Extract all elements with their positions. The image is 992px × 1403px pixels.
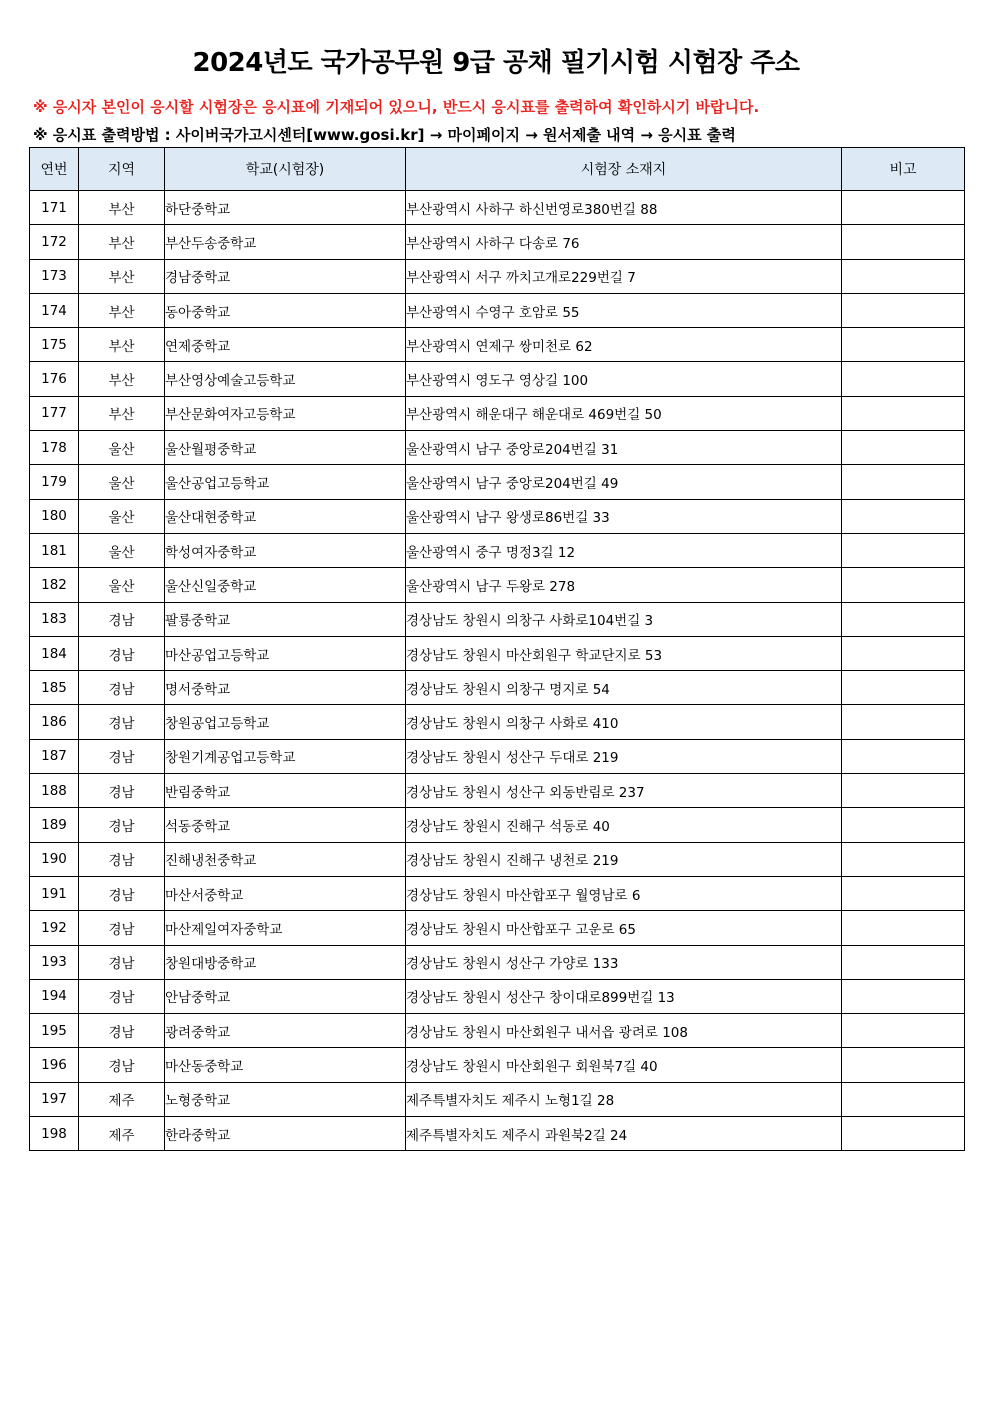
cell-address: 경상남도 창원시 마산회원구 내서읍 광려로 108 xyxy=(406,1014,842,1048)
cell-note xyxy=(842,396,965,430)
header-region: 지역 xyxy=(79,148,165,191)
cell-school: 하단중학교 xyxy=(165,191,406,225)
cell-region: 경남 xyxy=(79,979,165,1013)
cell-no: 194 xyxy=(30,979,79,1013)
cell-address: 경상남도 창원시 마산회원구 회원북7길 40 xyxy=(406,1048,842,1082)
cell-region: 부산 xyxy=(79,191,165,225)
cell-address: 경상남도 창원시 의창구 명지로 54 xyxy=(406,671,842,705)
cell-note xyxy=(842,876,965,910)
cell-school: 부산문화여자고등학교 xyxy=(165,396,406,430)
cell-note xyxy=(842,671,965,705)
cell-note xyxy=(842,568,965,602)
table-row xyxy=(30,774,965,808)
cell-note xyxy=(842,191,965,225)
cell-note xyxy=(842,533,965,567)
cell-address: 부산광역시 서구 까치고개로229번길 7 xyxy=(406,259,842,293)
cell-region: 울산 xyxy=(79,568,165,602)
cell-note xyxy=(842,911,965,945)
cell-address: 제주특별자치도 제주시 노형1길 28 xyxy=(406,1082,842,1116)
cell-note xyxy=(842,808,965,842)
cell-no: 175 xyxy=(30,328,79,362)
cell-address: 경상남도 창원시 진해구 석동로 40 xyxy=(406,808,842,842)
cell-region: 부산 xyxy=(79,328,165,362)
cell-note xyxy=(842,465,965,499)
cell-no: 176 xyxy=(30,362,79,396)
cell-school: 동아중학교 xyxy=(165,293,406,327)
cell-no: 182 xyxy=(30,568,79,602)
cell-address: 부산광역시 사하구 다송로 76 xyxy=(406,225,842,259)
cell-region: 울산 xyxy=(79,465,165,499)
table-row xyxy=(30,431,965,465)
cell-note xyxy=(842,979,965,1013)
cell-address: 경상남도 창원시 의창구 사화로104번길 3 xyxy=(406,602,842,636)
cell-no: 187 xyxy=(30,739,79,773)
cell-note xyxy=(842,293,965,327)
cell-school: 마산공업고등학교 xyxy=(165,636,406,670)
cell-no: 177 xyxy=(30,396,79,430)
table-row xyxy=(30,636,965,670)
cell-school: 창원대방중학교 xyxy=(165,945,406,979)
table-row xyxy=(30,225,965,259)
cell-no: 188 xyxy=(30,774,79,808)
cell-note xyxy=(842,1082,965,1116)
cell-address: 경상남도 창원시 성산구 외동반림로 237 xyxy=(406,774,842,808)
cell-school: 반림중학교 xyxy=(165,774,406,808)
cell-school: 창원공업고등학교 xyxy=(165,705,406,739)
cell-school: 부산두송중학교 xyxy=(165,225,406,259)
cell-region: 울산 xyxy=(79,431,165,465)
cell-school: 한라중학교 xyxy=(165,1117,406,1151)
cell-no: 192 xyxy=(30,911,79,945)
cell-address: 부산광역시 수영구 호암로 55 xyxy=(406,293,842,327)
header-address: 시험장 소재지 xyxy=(406,148,842,191)
cell-school: 노형중학교 xyxy=(165,1082,406,1116)
table-row xyxy=(30,499,965,533)
cell-address: 울산광역시 남구 왕생로86번길 33 xyxy=(406,499,842,533)
table-row xyxy=(30,671,965,705)
cell-note xyxy=(842,739,965,773)
cell-school: 울산신일중학교 xyxy=(165,568,406,602)
table-row xyxy=(30,979,965,1013)
table-row xyxy=(30,396,965,430)
cell-address: 부산광역시 사하구 하신번영로380번길 88 xyxy=(406,191,842,225)
cell-school: 울산대현중학교 xyxy=(165,499,406,533)
cell-no: 184 xyxy=(30,636,79,670)
cell-address: 부산광역시 해운대구 해운대로 469번길 50 xyxy=(406,396,842,430)
cell-region: 제주 xyxy=(79,1117,165,1151)
cell-no: 171 xyxy=(30,191,79,225)
cell-region: 울산 xyxy=(79,533,165,567)
table-row xyxy=(30,739,965,773)
cell-note xyxy=(842,945,965,979)
cell-note xyxy=(842,602,965,636)
notice-admission-ticket: ※ 응시자 본인이 응시할 시험장은 응시표에 기재되어 있으니, 반드시 응시표를 출력하여 확인하시기 바랍니다. xyxy=(33,98,760,116)
table-row xyxy=(30,293,965,327)
cell-no: 183 xyxy=(30,602,79,636)
cell-school: 울산월평중학교 xyxy=(165,431,406,465)
table-row xyxy=(30,533,965,567)
cell-no: 180 xyxy=(30,499,79,533)
table-row xyxy=(30,259,965,293)
cell-no: 186 xyxy=(30,705,79,739)
cell-region: 부산 xyxy=(79,362,165,396)
cell-address: 부산광역시 연제구 쌍미천로 62 xyxy=(406,328,842,362)
cell-no: 190 xyxy=(30,842,79,876)
page-title: 2024년도 국가공무원 9급 공채 필기시험 시험장 주소 xyxy=(192,48,800,78)
cell-school: 명서중학교 xyxy=(165,671,406,705)
table-row xyxy=(30,1048,965,1082)
cell-school: 진해냉천중학교 xyxy=(165,842,406,876)
cell-no: 172 xyxy=(30,225,79,259)
exam-site-table xyxy=(29,147,965,1151)
table-row xyxy=(30,1117,965,1151)
table-row xyxy=(30,1014,965,1048)
cell-school: 마산서중학교 xyxy=(165,876,406,910)
table-row xyxy=(30,568,965,602)
cell-region: 경남 xyxy=(79,705,165,739)
cell-address: 경상남도 창원시 성산구 두대로 219 xyxy=(406,739,842,773)
cell-region: 경남 xyxy=(79,636,165,670)
table-body xyxy=(30,191,965,1151)
cell-region: 부산 xyxy=(79,225,165,259)
table-row xyxy=(30,876,965,910)
cell-note xyxy=(842,259,965,293)
cell-region: 경남 xyxy=(79,945,165,979)
cell-note xyxy=(842,1048,965,1082)
cell-school: 안남중학교 xyxy=(165,979,406,1013)
cell-school: 연제중학교 xyxy=(165,328,406,362)
cell-address: 부산광역시 영도구 영상길 100 xyxy=(406,362,842,396)
cell-address: 경상남도 창원시 성산구 가양로 133 xyxy=(406,945,842,979)
table-row xyxy=(30,808,965,842)
cell-school: 울산공업고등학교 xyxy=(165,465,406,499)
cell-school: 팔룡중학교 xyxy=(165,602,406,636)
cell-note xyxy=(842,1014,965,1048)
cell-no: 195 xyxy=(30,1014,79,1048)
cell-address: 제주특별자치도 제주시 과원북2길 24 xyxy=(406,1117,842,1151)
table-row xyxy=(30,1082,965,1116)
cell-region: 부산 xyxy=(79,259,165,293)
cell-address: 경상남도 창원시 마산합포구 고운로 65 xyxy=(406,911,842,945)
cell-note xyxy=(842,431,965,465)
cell-school: 부산영상예술고등학교 xyxy=(165,362,406,396)
cell-region: 경남 xyxy=(79,842,165,876)
table-row xyxy=(30,328,965,362)
cell-no: 178 xyxy=(30,431,79,465)
table-row xyxy=(30,602,965,636)
table-row xyxy=(30,705,965,739)
table-row xyxy=(30,945,965,979)
cell-no: 173 xyxy=(30,259,79,293)
cell-no: 198 xyxy=(30,1117,79,1151)
cell-no: 191 xyxy=(30,876,79,910)
cell-region: 경남 xyxy=(79,1048,165,1082)
cell-no: 179 xyxy=(30,465,79,499)
cell-address: 울산광역시 남구 중앙로204번길 49 xyxy=(406,465,842,499)
table-row xyxy=(30,842,965,876)
notice-print-method: ※ 응시표 출력방법 : 사이버국가고시센터[www.gosi.kr] → 마이페이지 → 원서제출 내역 → 응시표 출력 xyxy=(33,126,736,144)
cell-address: 경상남도 창원시 의창구 사화로 410 xyxy=(406,705,842,739)
cell-note xyxy=(842,774,965,808)
cell-school: 창원기계공업고등학교 xyxy=(165,739,406,773)
cell-school: 마산제일여자중학교 xyxy=(165,911,406,945)
cell-school: 경남중학교 xyxy=(165,259,406,293)
cell-region: 경남 xyxy=(79,808,165,842)
cell-region: 부산 xyxy=(79,293,165,327)
cell-address: 경상남도 창원시 마산회원구 학교단지로 53 xyxy=(406,636,842,670)
table-header-row xyxy=(30,148,965,191)
cell-address: 울산광역시 중구 명정3길 12 xyxy=(406,533,842,567)
cell-address: 울산광역시 남구 중앙로204번길 31 xyxy=(406,431,842,465)
cell-school: 광려중학교 xyxy=(165,1014,406,1048)
cell-note xyxy=(842,328,965,362)
cell-address: 경상남도 창원시 진해구 냉천로 219 xyxy=(406,842,842,876)
cell-region: 경남 xyxy=(79,876,165,910)
cell-region: 울산 xyxy=(79,499,165,533)
cell-region: 경남 xyxy=(79,602,165,636)
table-row xyxy=(30,465,965,499)
cell-address: 경상남도 창원시 성산구 창이대로899번길 13 xyxy=(406,979,842,1013)
cell-school: 마산동중학교 xyxy=(165,1048,406,1082)
cell-school: 석동중학교 xyxy=(165,808,406,842)
cell-no: 197 xyxy=(30,1082,79,1116)
table-row xyxy=(30,911,965,945)
header-no: 연번 xyxy=(30,148,79,191)
header-school: 학교(시험장) xyxy=(165,148,406,191)
cell-no: 196 xyxy=(30,1048,79,1082)
cell-note xyxy=(842,362,965,396)
table-row xyxy=(30,191,965,225)
cell-school: 학성여자중학교 xyxy=(165,533,406,567)
cell-region: 경남 xyxy=(79,774,165,808)
header-note: 비고 xyxy=(842,148,965,191)
cell-region: 경남 xyxy=(79,1014,165,1048)
cell-note xyxy=(842,636,965,670)
cell-region: 제주 xyxy=(79,1082,165,1116)
cell-address: 경상남도 창원시 마산합포구 월영남로 6 xyxy=(406,876,842,910)
cell-region: 경남 xyxy=(79,671,165,705)
cell-no: 181 xyxy=(30,533,79,567)
cell-region: 경남 xyxy=(79,739,165,773)
cell-no: 189 xyxy=(30,808,79,842)
cell-no: 174 xyxy=(30,293,79,327)
cell-note xyxy=(842,499,965,533)
cell-no: 185 xyxy=(30,671,79,705)
cell-note xyxy=(842,1117,965,1151)
cell-note xyxy=(842,225,965,259)
cell-address: 울산광역시 남구 두왕로 278 xyxy=(406,568,842,602)
cell-no: 193 xyxy=(30,945,79,979)
cell-region: 부산 xyxy=(79,396,165,430)
cell-region: 경남 xyxy=(79,911,165,945)
cell-note xyxy=(842,705,965,739)
cell-note xyxy=(842,842,965,876)
table-row xyxy=(30,362,965,396)
